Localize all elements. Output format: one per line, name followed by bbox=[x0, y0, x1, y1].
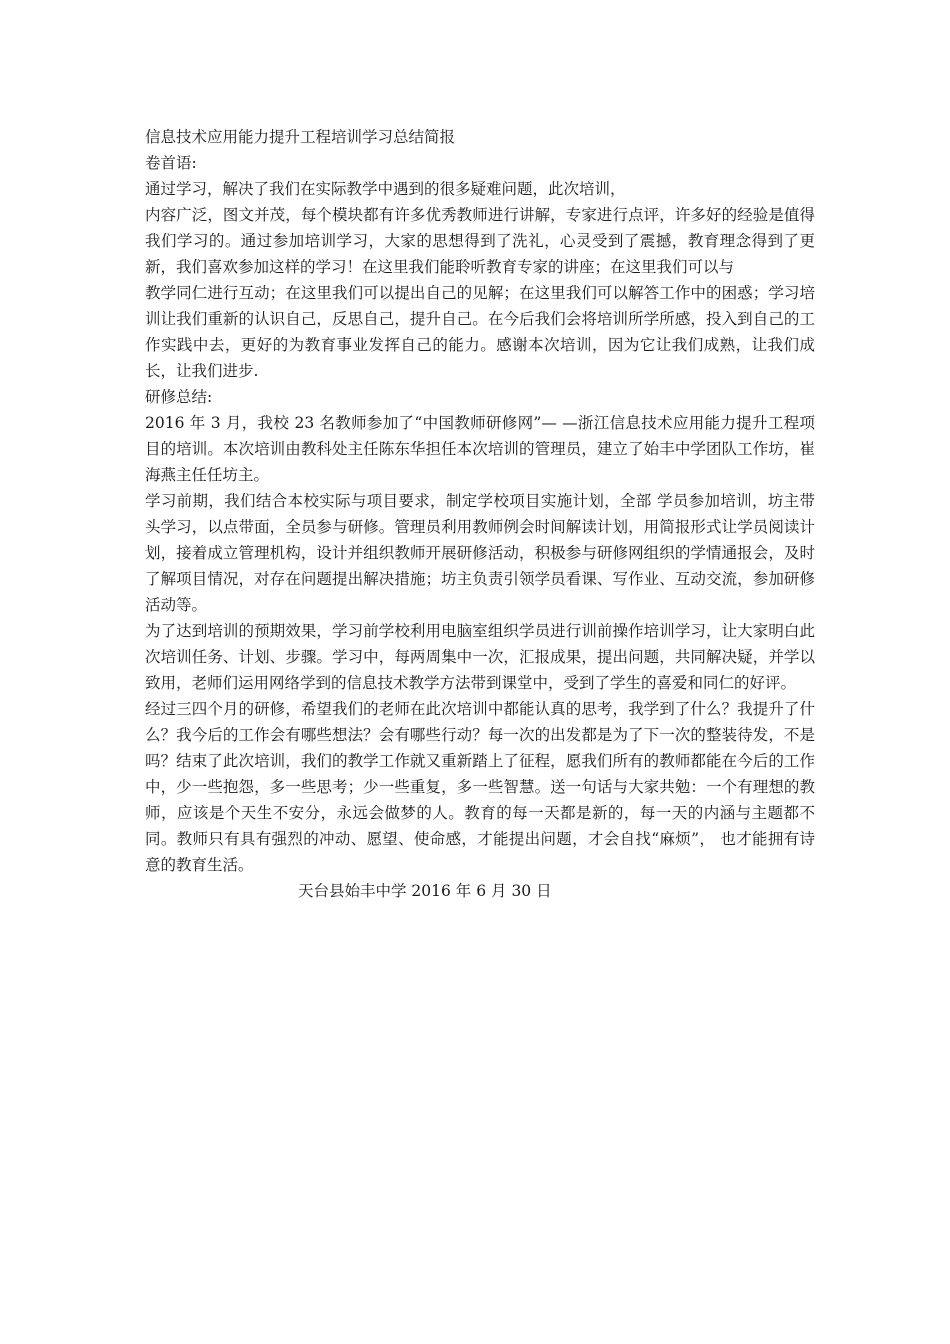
foreword-heading: 卷首语: bbox=[145, 154, 197, 172]
summary-heading: 研修总结: bbox=[145, 388, 213, 406]
summary-paragraph-3: 为了达到培训的预期效果，学习前学校利用电脑室组织学员进行训前操作培训学习，让大家明白此次培训任务、计划、步骤。学习中，每两周集中一次，汇报成果，提出问题，共同解决疑，并学以致用，老师们运用网络学到的信息技术教学方法带到课堂中，受到了学生的喜爱和同仁的好评。 bbox=[145, 622, 815, 692]
document-page bbox=[145, 124, 815, 904]
summary-paragraph-1: 2016 年 3 月，我校 23 名教师参加了“中国教师研修网”— —浙江信息技术应用能力提升工程项目的培训。本次培训由教科处主任陈东华担任本次培训的管理员，建立了始丰中学团队工作坊，崔海燕主任任坊主。 bbox=[145, 414, 815, 484]
summary-paragraph-4: 经过三四个月的研修，希望我们的老师在此次培训中都能认真的思考，我学到了什么？我提升了什么？我今后的工作会有哪些想法？会有哪些行动？每一次的出发都是为了下一次的整装待发，不是吗？结束了此次培训，我们的教学工作就又重新踏上了征程，愿我们所有的教师都能在今后的工作中，少一些抱怨，多一些思考；少一些重复，多一些智慧。送一句话与大家共勉：一个有理想的教师，应该是个天生不安分，永远会做梦的人。教育的每一天都是新的，每一天的内涵与主题都不同。教师只有具有强烈的冲动、愿望、使命感，才能提出问题，才会自找“麻烦”， 也才能拥有诗意的教育生活。 bbox=[145, 700, 815, 874]
document-title: 信息技术应用能力提升工程培训学习总结简报 bbox=[145, 128, 456, 146]
foreword-paragraph-1: 内容广泛，图文并茂，每个模块都有许多优秀教师进行讲解，专家进行点评，许多好的经验是值得我们学习的。通过参加培训学习，大家的思想得到了洗礼，心灵受到了震撼，教育理念得到了更新，我们喜欢参加这样的学习！在这里我们能聆听教育专家的讲座；在这里我们可以与 bbox=[145, 206, 815, 276]
foreword-first-line: 通过学习，解决了我们在实际教学中遇到的很多疑难问题，此次培训， bbox=[145, 180, 626, 198]
foreword-paragraph-2: 教学同仁进行互动；在这里我们可以提出自己的见解；在这里我们可以解答工作中的困惑；学习培训让我们重新的认识自己，反思自己，提升自己。在今后我们会将培训所学所感，投入到自己的工作实践中去，更好的为教育事业发挥自己的能力。感谢本次培训，因为它让我们成熟，让我们成长，让我们进步. bbox=[145, 284, 815, 380]
summary-paragraph-2: 学习前期，我们结合本校实际与项目要求，制定学校项目实施计划，全部 学员参加培训，坊主带头学习，以点带面，全员参与研修。管理员利用教师例会时间解读计划，用简报形式让学员阅读计划，接着成立管理机构，设计并组织教师开展研修活动，积极参与研修网组织的学情通报会，及时了解项目情况，对存在问题提出解决措施；坊主负责引领学员看课、写作业、互动交流，参加研修活动等。 bbox=[145, 492, 815, 614]
signature-date: 天台县始丰中学 2016 年 6 月 30 日 bbox=[298, 882, 552, 900]
